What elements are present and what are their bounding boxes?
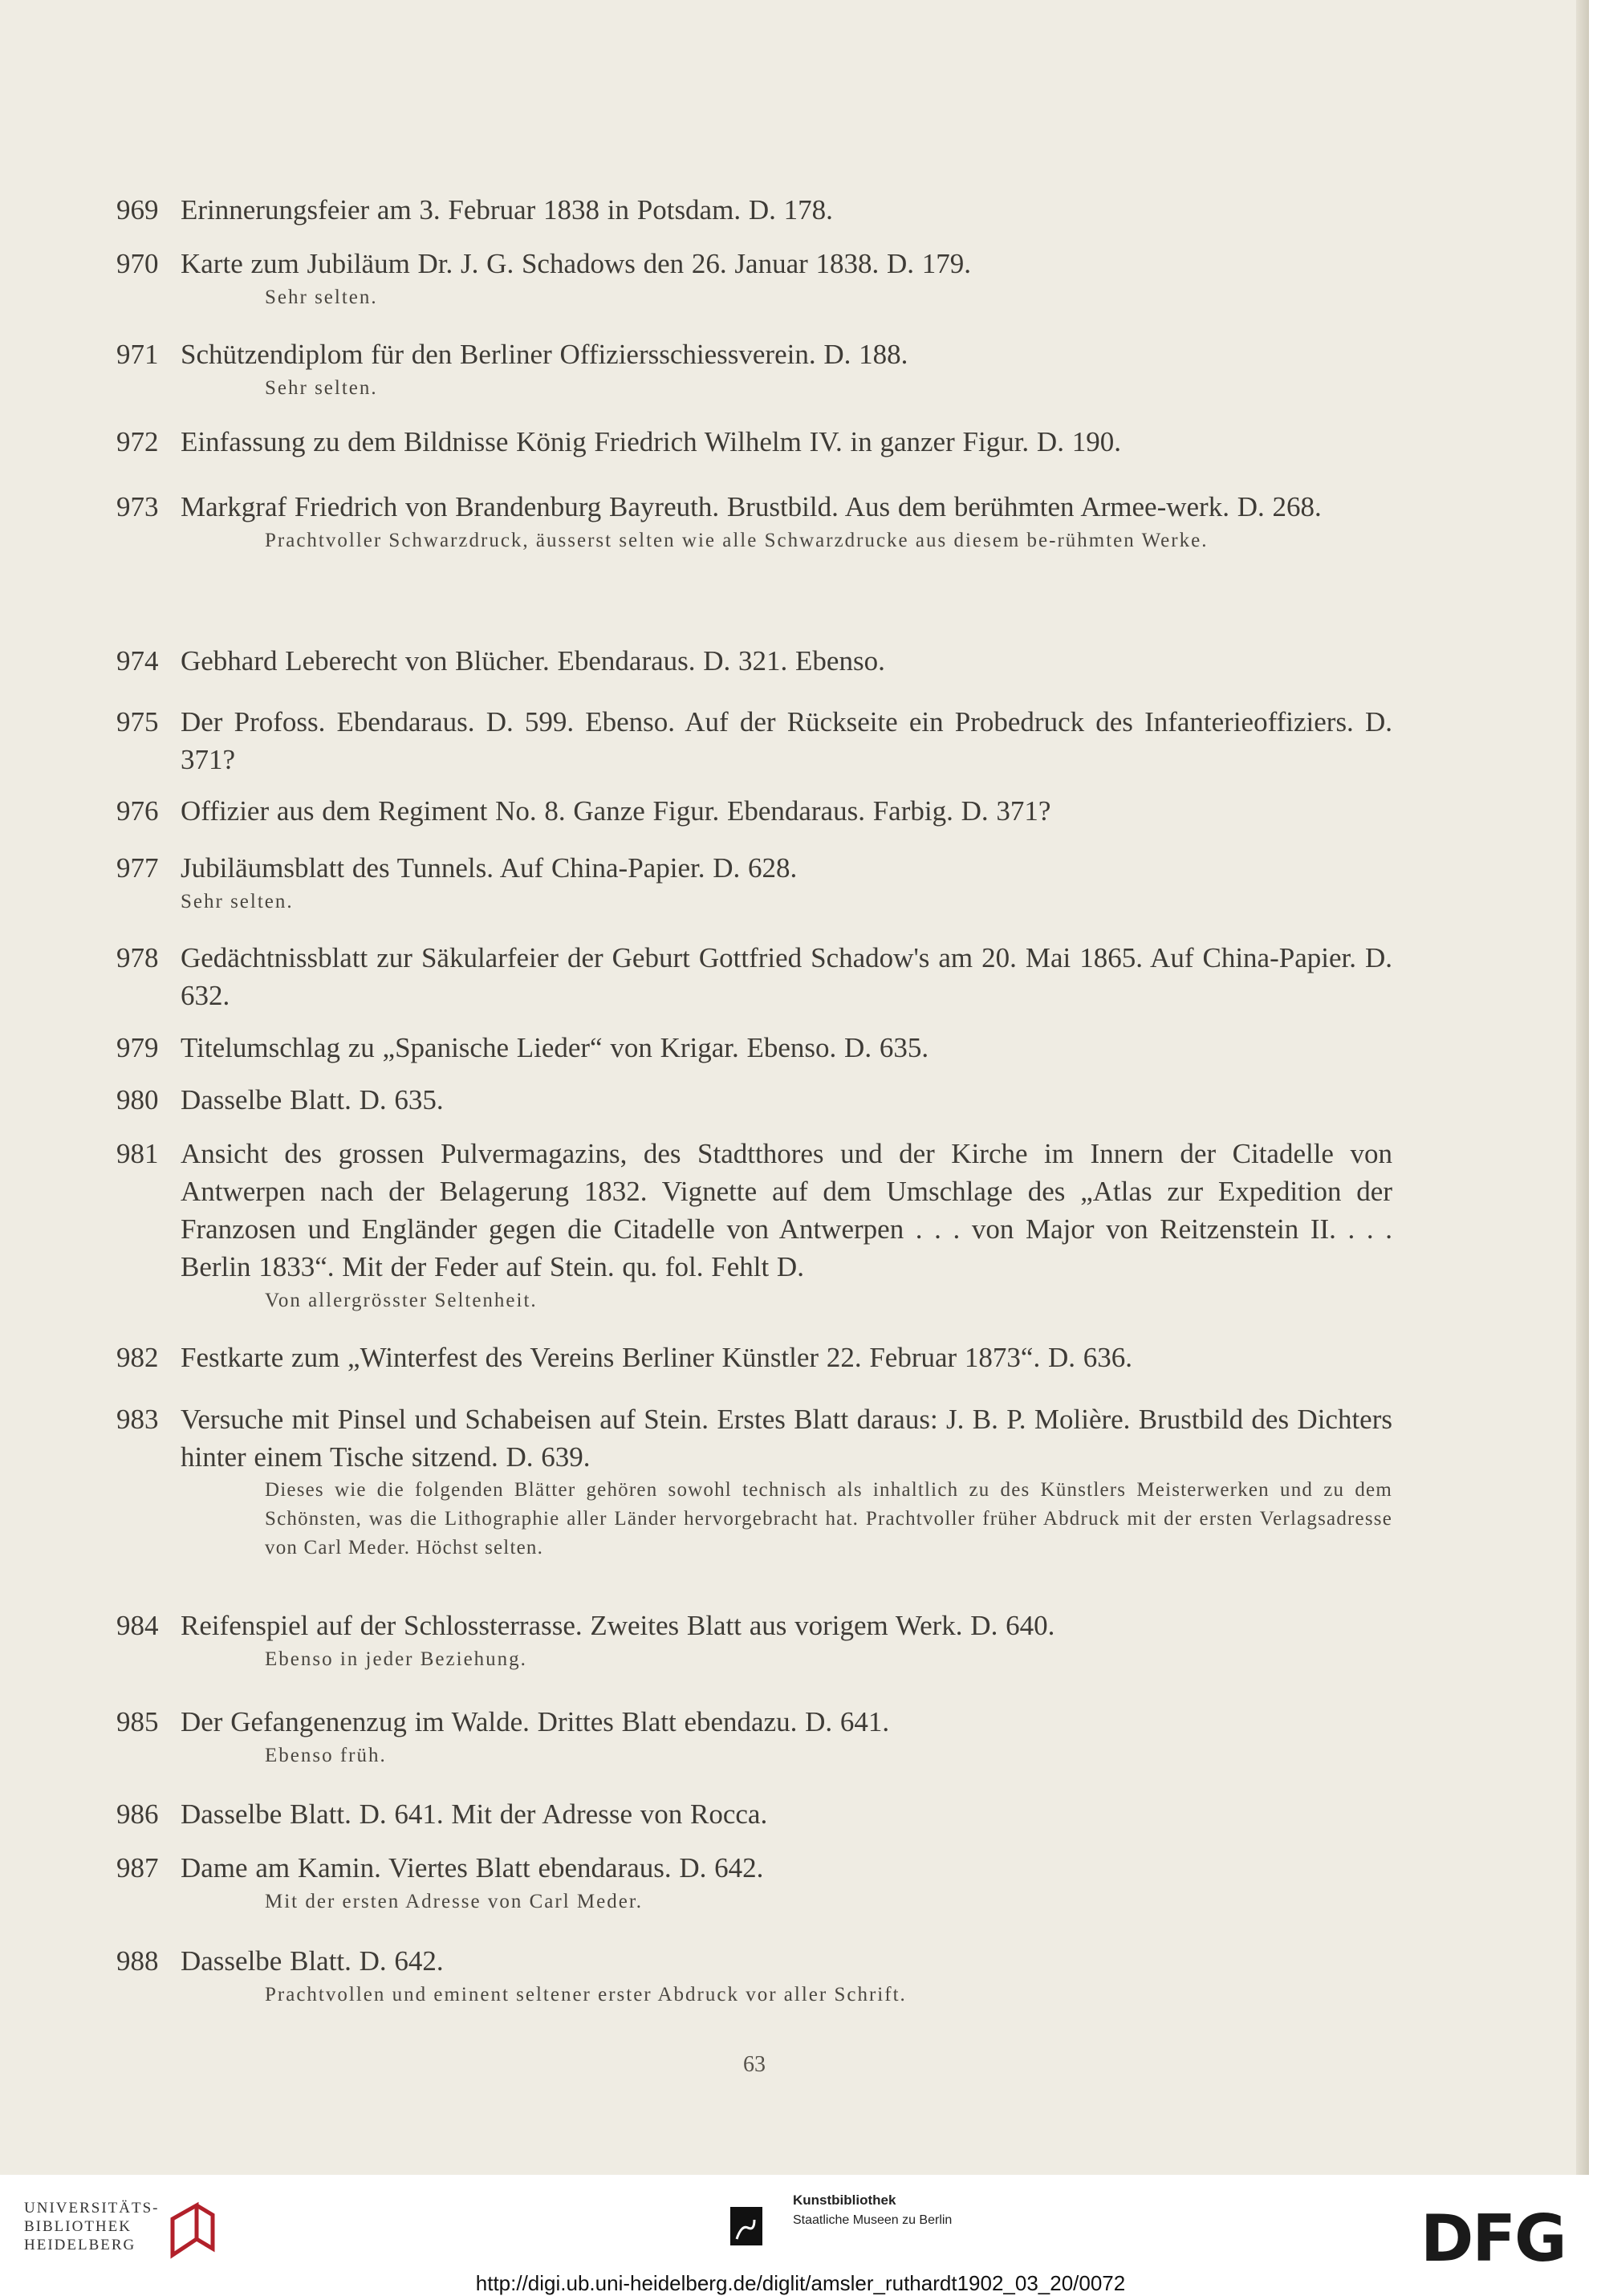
entry-number: 971 <box>116 339 159 370</box>
catalog-entry-985 <box>116 1703 1392 1771</box>
entry-number: 987 <box>116 1852 159 1884</box>
entry-note: Ebenso in jeder Beziehung. <box>265 1648 527 1670</box>
entry-number: 986 <box>116 1798 159 1830</box>
entry-note: Von allergrösster Seltenheit. <box>265 1290 538 1311</box>
entry-text: Einfassung zu dem Bildnisse König Friedrich Wilhelm IV. in ganzer Figur. D. 190. <box>181 426 1121 457</box>
entry-number: 979 <box>116 1032 159 1063</box>
catalog-entry-970 <box>116 245 1392 313</box>
catalog-entry-977 <box>116 849 1392 917</box>
dfg-logo[interactable]: DFG <box>1420 2201 1566 2276</box>
catalog-entry-978 <box>116 939 1392 1014</box>
entry-note: Ebenso früh. <box>265 1745 387 1766</box>
entry-number: 983 <box>116 1404 159 1435</box>
entry-text: Der Profoss. Ebendaraus. D. 599. Ebenso. Auf der Rückseite ein Probedruck des Infanterieoffiziers. D. 371? <box>181 706 1392 775</box>
catalog-entry-986 <box>116 1795 1392 1833</box>
entry-text: Offizier aus dem Regiment No. 8. Ganze Figur. Ebendaraus. Farbig. D. 371? <box>181 795 1051 827</box>
entry-text: Erinnerungsfeier am 3. Februar 1838 in Potsdam. D. 178. <box>181 194 833 226</box>
entry-number: 977 <box>116 852 159 884</box>
entry-text: Versuche mit Pinsel und Schabeisen auf Stein. Erstes Blatt daraus: J. B. P. Molière. Brustbild des Dichters hinter einem Tische sitzend. D. 639. <box>181 1404 1392 1473</box>
kunstbibliothek-subtitle: Staatliche Museen zu Berlin <box>793 2213 953 2227</box>
page-number: 63 <box>743 2052 766 2077</box>
entry-number: 976 <box>116 795 159 827</box>
entry-text: Dasselbe Blatt. D. 642. <box>181 1945 444 1977</box>
catalog-entry-975 <box>116 703 1392 778</box>
catalog-entry-973 <box>116 488 1392 556</box>
entry-text: Jubiläumsblatt des Tunnels. Auf China-Papier. D. 628. <box>181 852 798 884</box>
catalog-entry-979 <box>116 1029 1392 1067</box>
entry-text: Markgraf Friedrich von Brandenburg Bayreuth. Brustbild. Aus dem berühmten Armee-werk. D. 268. <box>181 491 1322 522</box>
catalog-entry-971 <box>116 335 1392 404</box>
entry-note: Prachtvollen und eminent seltener erster Abdruck vor aller Schrift. <box>265 1984 907 2005</box>
entry-number: 973 <box>116 491 159 522</box>
entry-number: 969 <box>116 194 159 226</box>
entry-number: 985 <box>116 1706 159 1737</box>
catalog-entry-984 <box>116 1607 1392 1675</box>
entry-text: Der Gefangenenzug im Walde. Drittes Blatt ebendazu. D. 641. <box>181 1706 890 1737</box>
entry-text: Reifenspiel auf der Schlossterrasse. Zweites Blatt aus vorigem Werk. D. 640. <box>181 1610 1055 1641</box>
library-mark-icon <box>165 2199 221 2263</box>
catalog-entry-987 <box>116 1849 1392 1917</box>
catalog-entry-980 <box>116 1081 1392 1119</box>
entry-note: Sehr selten. <box>265 286 378 308</box>
catalog-entry-976 <box>116 792 1392 830</box>
kunstbibliothek-name: Kunstbibliothek <box>793 2192 896 2208</box>
source-url-link[interactable]: http://digi.ub.uni-heidelberg.de/diglit/amsler_ruthardt1902_03_20/0072 <box>475 2271 1126 2295</box>
entry-text: Gedächtnissblatt zur Säkularfeier der Geburt Gottfried Schadow's am 20. Mai 1865. Auf China-Papier. D. 632. <box>181 942 1392 1011</box>
entry-text: Dasselbe Blatt. D. 635. <box>181 1084 444 1115</box>
catalog-entry-969 <box>116 191 1392 229</box>
entry-number: 982 <box>116 1342 159 1373</box>
kunstbibliothek-logo[interactable] <box>730 2192 1051 2249</box>
heidelberg-library-logo[interactable] <box>24 2199 265 2263</box>
entry-text: Karte zum Jubiläum Dr. J. G. Schadows den 26. Januar 1838. D. 179. <box>181 248 972 279</box>
entry-text: Gebhard Leberecht von Blücher. Ebendaraus. D. 321. Ebenso. <box>181 645 885 677</box>
entry-text: Dame am Kamin. Viertes Blatt ebendaraus. D. 642. <box>181 1852 764 1884</box>
entry-text: Ansicht des grossen Pulvermagazins, des Stadtthores und der Kirche im Innern der Citadelle von Antwerpen nach der Belagerung 1832. Vignette auf dem Umschlage des „Atlas zur Expedition der Franzosen und Engländer gegen die Citadelle von Antwerpen . . . von Major von Reitzenstein II. . . . Berlin 1833“. Mit der Feder auf Stein. qu. fol. Fehlt D. <box>181 1138 1392 1282</box>
entry-text: Schützendiplom für den Berliner Offiziersschiessverein. D. 188. <box>181 339 908 370</box>
entry-number: 980 <box>116 1084 159 1115</box>
catalog-entry-982 <box>116 1339 1392 1376</box>
catalog-entry-974 <box>116 642 1392 680</box>
entry-note: Sehr selten. <box>265 377 378 399</box>
catalog-entry-988 <box>116 1942 1392 2010</box>
entry-number: 972 <box>116 426 159 457</box>
entry-number: 988 <box>116 1945 159 1977</box>
catalog-entry-972 <box>116 423 1392 461</box>
entry-note: Mit der ersten Adresse von Carl Meder. <box>265 1891 644 1912</box>
entry-number: 978 <box>116 942 159 973</box>
entry-number: 974 <box>116 645 159 677</box>
entry-text: Festkarte zum „Winterfest des Vereins Berliner Künstler 22. Februar 1873“. D. 636. <box>181 1342 1132 1373</box>
entry-note: Sehr selten. <box>181 891 294 912</box>
entry-number: 981 <box>116 1138 159 1169</box>
catalog-entry-983 <box>116 1400 1392 1562</box>
entry-text: Dasselbe Blatt. D. 641. Mit der Adresse von Rocca. <box>181 1798 768 1830</box>
entry-number: 984 <box>116 1610 159 1641</box>
entry-note: Dieses wie die folgenden Blätter gehören sowohl technisch als inhaltlich zu des Künstlers Meisterwerken und zu dem Schönsten, was die Lithographie aller Länder hervorgebracht hat. Prachtvoller früher Abdruck mit der ersten Verlagsadresse von Carl Meder. Höchst selten. <box>265 1479 1392 1558</box>
entry-note: Prachtvoller Schwarzdruck, äusserst selten wie alle Schwarzdrucke aus diesem be-rühmten Werke. <box>265 530 1209 551</box>
catalog-entry-981 <box>116 1135 1392 1316</box>
library-name: UNIVERSITÄTS- BIBLIOTHEK HEIDELBERG <box>24 2200 160 2253</box>
entry-number: 970 <box>116 248 159 279</box>
kunstbibliothek-mark-icon <box>730 2207 762 2245</box>
entry-number: 975 <box>116 706 159 738</box>
entry-text: Titelumschlag zu „Spanische Lieder“ von Krigar. Ebenso. D. 635. <box>181 1032 929 1063</box>
